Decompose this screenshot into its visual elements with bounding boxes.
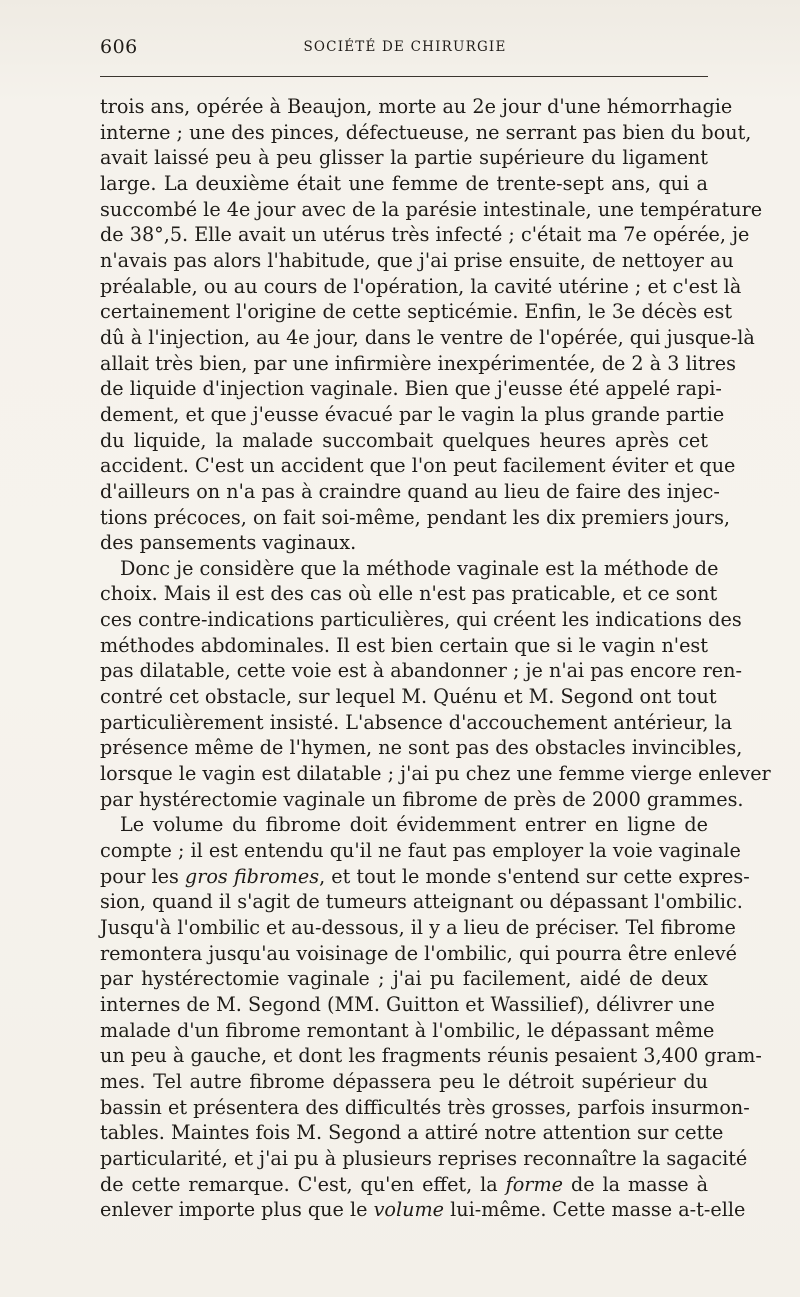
- text-line: avait laissé peu à peu glisser la partie supérieure du ligament: [100, 146, 708, 170]
- text-line: Le volume du fibrome doit évidemment entrer en ligne de: [120, 813, 708, 837]
- text-line: du liquide, la malade succombait quelques heures après cet: [100, 428, 708, 452]
- text-line: pas dilatable, cette voie est à abandonner ; je n'ai pas encore ren-: [100, 659, 742, 683]
- text-line: large. La deuxième était une femme de trente-sept ans, qui a: [100, 171, 708, 195]
- header-rule: [100, 76, 708, 77]
- page-number: 606: [100, 36, 138, 58]
- text-line: enlever importe plus que le volume lui-même. Cette masse a-t-elle: [100, 1198, 746, 1222]
- text-line: succombé le 4e jour avec de la parésie intestinale, une température: [100, 197, 763, 221]
- page-header: [100, 36, 710, 58]
- text-line: choix. Mais il est des cas où elle n'est pas praticable, et ce sont: [100, 582, 718, 606]
- text-line: particularité, et j'ai pu à plusieurs reprises reconnaître la sagacité: [100, 1146, 748, 1170]
- text-line: accident. C'est un accident que l'on peut facilement éviter et que: [100, 454, 736, 478]
- text-line: dement, et que j'eusse évacué par le vagin la plus grande partie: [100, 402, 725, 426]
- text-line: tables. Maintes fois M. Segond a attiré notre attention sur cette: [100, 1121, 724, 1145]
- text-line: d'ailleurs on n'a pas à craindre quand au lieu de faire des injec-: [100, 479, 720, 503]
- text-line: dû à l'injection, au 4e jour, dans le ventre de l'opérée, qui jusque-là: [100, 325, 755, 349]
- text-line: par hystérectomie vaginale un fibrome de près de 2000 grammes.: [100, 787, 744, 811]
- text-line: de 38°,5. Elle avait un utérus très infecté ; c'était ma 7e opérée, je: [100, 223, 750, 247]
- text-line: bassin et présentera des difficultés très grosses, parfois insurmon-: [100, 1095, 750, 1119]
- text-line: ces contre-indications particulières, qui créent les indications des: [100, 608, 742, 632]
- text-line: particulièrement insisté. L'absence d'accouchement antérieur, la: [100, 710, 733, 734]
- italic-term: forme: [505, 1172, 564, 1196]
- paragraph: [100, 556, 771, 813]
- paragraph: [100, 812, 762, 1223]
- text-line: compte ; il est entendu qu'il ne faut pas employer la voie vaginale: [100, 839, 741, 863]
- text-line: sion, quand il s'agit de tumeurs atteignant ou dépassant l'ombilic.: [100, 890, 743, 914]
- text-line: contré cet obstacle, sur lequel M. Quénu et M. Segond ont tout: [100, 685, 717, 709]
- italic-term: volume: [373, 1198, 445, 1222]
- text-line: internes de M. Segond (MM. Guitton et Wassilief), délivrer une: [100, 992, 715, 1016]
- text-line: des pansements vaginaux.: [100, 531, 357, 555]
- text-line: par hystérectomie vaginale ; j'ai pu facilement, aidé de deux: [100, 967, 708, 991]
- text-line: de liquide d'injection vaginale. Bien que j'eusse été appelé rapi-: [100, 377, 722, 401]
- body-text: [100, 94, 771, 1223]
- text-line: méthodes abdominales. Il est bien certain que si le vagin n'est: [100, 633, 708, 657]
- text-line: présence même de l'hymen, ne sont pas des obstacles invincibles,: [100, 736, 743, 760]
- text-line: pour les gros fibromes, et tout le monde s'entend sur cette expres-: [100, 864, 750, 888]
- paragraph: [100, 94, 763, 556]
- text-line: lorsque le vagin est dilatable ; j'ai pu chez une femme vierge enlever: [100, 762, 771, 786]
- text-line: allait très bien, par une infirmière inexpérimentée, de 2 à 3 litres: [100, 351, 736, 375]
- text-line: trois ans, opérée à Beaujon, morte au 2e jour d'une hémorrhagie: [100, 95, 733, 118]
- text-line: certainement l'origine de cette septicémie. Enfin, le 3e décès est: [100, 300, 733, 324]
- text-line: mes. Tel autre fibrome dépassera peu le détroit supérieur du: [100, 1069, 708, 1093]
- text-line: remontera jusqu'au voisinage de l'ombilic, qui pourra être enlevé: [100, 941, 737, 965]
- italic-term: gros fibromes: [184, 864, 320, 888]
- text-line: préalable, ou au cours de l'opération, la cavité utérine ; et c'est là: [100, 274, 742, 298]
- running-title: SOCIÉTÉ DE CHIRURGIE: [303, 39, 507, 55]
- text-line: de cette remarque. C'est, qu'en effet, la forme de la masse à: [100, 1172, 709, 1196]
- text-line: Jusqu'à l'ombilic et au-dessous, il y a lieu de préciser. Tel fibrome: [100, 916, 736, 939]
- text-line: un peu à gauche, et dont les fragments réunis pesaient 3,400 gram-: [100, 1044, 762, 1068]
- text-line: tions précoces, on fait soi-même, pendant les dix premiers jours,: [100, 505, 731, 529]
- text-line: interne ; une des pinces, défectueuse, ne serrant pas bien du bout,: [100, 120, 752, 144]
- text-line: Donc je considère que la méthode vaginale est la méthode de: [120, 556, 719, 580]
- text-line: malade d'un fibrome remontant à l'ombilic, le dépassant même: [100, 1018, 715, 1042]
- text-line: n'avais pas alors l'habitude, que j'ai prise ensuite, de nettoyer au: [100, 248, 734, 272]
